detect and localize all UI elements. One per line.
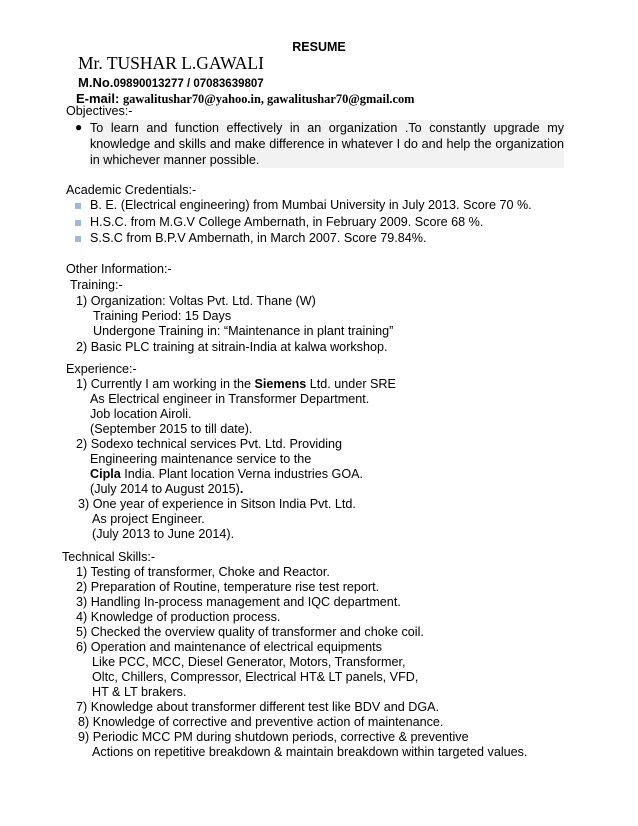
skill-line: 1) Testing of transformer, Choke and Reactor. (76, 565, 330, 579)
experience-heading: Experience:- (66, 362, 137, 376)
training-line: Undergone Training in: “Maintenance in plant training” (93, 324, 394, 338)
experience-line (76, 377, 396, 392)
skill-line: Like PCC, MCC, Diesel Generator, Motors, Transformer, (92, 655, 406, 669)
resume-title: RESUME (292, 40, 346, 54)
academic-item: S.S.C from B.P.V Ambernath, in March 2007. Score 79.84%. (90, 231, 427, 245)
skill-line: Actions on repetitive breakdown & maintain breakdown within targeted values. (92, 745, 528, 759)
experience-line: As project Engineer. (92, 512, 205, 526)
experience-line: 3) One year of experience in Sitson India Pvt. Ltd. (78, 497, 356, 511)
candidate-name: Mr. TUSHAR L.GAWALI (78, 53, 264, 73)
experience-text: India. Plant location Verna industries GOA. (120, 467, 364, 481)
email-label: E-mail: (76, 91, 120, 106)
training-line: 2) Basic PLC training at sitrain-India at kalwa workshop. (76, 340, 388, 354)
client-name: Cipla (90, 467, 121, 481)
training-line: 1) Organization: Voltas Pvt. Ltd. Thane (W) (76, 294, 316, 308)
academic-item: H.S.C. from M.G.V College Ambernath, in February 2009. Score 68 %. (90, 215, 484, 229)
mobile-value: 09890013277 / 07083639807 (113, 78, 264, 90)
skills-heading: Technical Skills:- (62, 550, 156, 564)
experience-line: As Electrical engineer in Transformer Department. (90, 392, 370, 406)
skill-line: 6) Operation and maintenance of electrical equipments (76, 640, 382, 654)
experience-line: (July 2013 to June 2014). (92, 527, 235, 541)
skill-line: 3) Handling In-process management and IQC department. (76, 595, 401, 609)
experience-line: Job location Airoli. (90, 407, 192, 421)
objective-text: To learn and function effectively in an organization .To constantly upgrade my knowledge and skills and make difference in whatever I do and help the organization in whichever manner possible. (90, 121, 564, 167)
skill-line: 7) Knowledge about transformer different test like BDV and DGA. (76, 700, 440, 714)
training-heading: Training:- (70, 278, 123, 292)
skill-line: 9) Periodic MCC PM during shutdown periods, corrective & preventive (78, 730, 469, 744)
square-bullet-icon (75, 203, 81, 209)
academic-heading: Academic Credentials:- (66, 183, 197, 197)
skill-line: 5) Checked the overview quality of transformer and choke coil. (76, 625, 424, 639)
experience-text: 1) Currently I am working in the (76, 377, 255, 391)
experience-text: Ltd. under SRE (306, 377, 396, 391)
email-value: gawalitushar70@yahoo.in, gawalitushar70@gmail.com (122, 92, 415, 106)
experience-line: (September 2015 to till date). (90, 422, 253, 436)
experience-line: 2) Sodexo technical services Pvt. Ltd. Providing (76, 437, 342, 451)
mobile-number (78, 75, 264, 92)
skill-line: Oltc, Chillers, Compressor, Electrical HT& LT panels, VFD, (92, 670, 419, 684)
experience-text: . (239, 482, 244, 496)
skill-line: HT & LT brakers. (92, 685, 187, 699)
academic-item: B. E. (Electrical engineering) from Mumbai University in July 2013. Score 70 %. (90, 198, 532, 212)
objectives-heading: Objectives:- (66, 104, 133, 118)
objective-bullet-icon: ● (75, 120, 83, 134)
training-line: Training Period: 15 Days (93, 309, 232, 323)
other-info-heading: Other Information:- (66, 262, 172, 276)
skill-line: 2) Preparation of Routine, temperature rise test report. (76, 580, 380, 594)
skill-line: 4) Knowledge of production process. (76, 610, 281, 624)
experience-line (90, 467, 363, 482)
employer-name: Siemens (254, 377, 307, 391)
skill-line: 8) Knowledge of corrective and preventive action of maintenance. (78, 715, 444, 729)
square-bullet-icon (75, 236, 81, 242)
experience-line (90, 482, 243, 497)
experience-line: Engineering maintenance service to the (90, 452, 312, 466)
experience-text: (July 2014 to August 2015) (90, 482, 240, 496)
mobile-label: M.No. (78, 75, 114, 90)
square-bullet-icon (75, 220, 81, 226)
